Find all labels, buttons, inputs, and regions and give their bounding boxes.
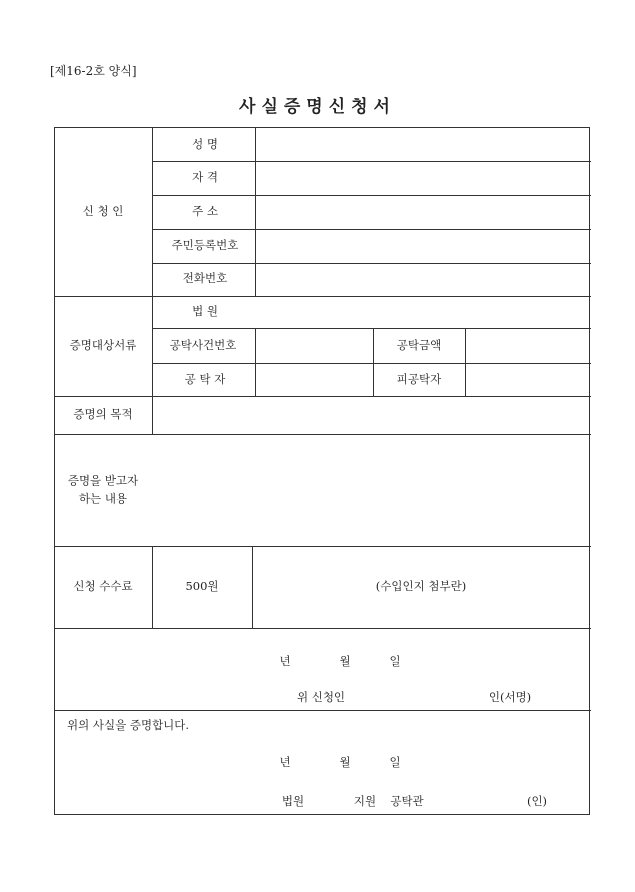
depositee-label: 피공탁자	[396, 372, 442, 387]
applicant-seal-label: 인(서명)	[488, 690, 532, 705]
documents-section-label: 증명대상서류	[69, 338, 137, 353]
amount-field[interactable]	[466, 329, 591, 363]
divider	[152, 128, 153, 434]
phone-label: 전화번호	[182, 271, 228, 286]
certification-court-label: 법원	[281, 794, 305, 809]
amount-label: 공탁금액	[396, 338, 442, 353]
qualification-field[interactable]	[256, 162, 591, 195]
resident-number-field[interactable]	[256, 230, 591, 263]
depositor-field[interactable]	[256, 364, 373, 396]
depositee-field[interactable]	[466, 364, 591, 396]
certification-day-label: 일	[389, 755, 401, 770]
divider	[55, 546, 591, 547]
depositor-label: 공 탁 자	[184, 372, 226, 387]
case-number-label: 공탁사건번호	[169, 338, 237, 353]
purpose-label: 증명의 목적	[73, 407, 133, 422]
court-field[interactable]	[256, 297, 591, 328]
resident-number-label: 주민등록번호	[171, 238, 239, 253]
application-year-label: 년	[279, 654, 291, 669]
content-field[interactable]	[153, 435, 591, 546]
certification-statement: 위의 사실을 증명합니다.	[67, 718, 190, 733]
revenue-stamp-area: (수입인지 첨부란)	[375, 579, 467, 594]
application-month-label: 월	[339, 654, 351, 669]
divider	[55, 628, 591, 629]
certification-officer-label: 공탁관	[390, 794, 424, 809]
name-field[interactable]	[256, 128, 591, 161]
court-label: 법 원	[192, 304, 218, 319]
fee-label: 신청 수수료	[73, 579, 133, 594]
purpose-field[interactable]	[153, 397, 591, 434]
form-code: [제16-2호 양식]	[50, 64, 137, 78]
divider	[55, 710, 591, 711]
applicant-sign-label: 위 신청인	[296, 690, 346, 705]
divider	[373, 328, 374, 396]
phone-field[interactable]	[256, 264, 591, 296]
fee-amount: 500원	[185, 579, 219, 594]
certification-branch-label: 지원	[353, 794, 377, 809]
content-label-line1: 증명을 받고자	[67, 473, 139, 488]
certification-seal-label: (인)	[526, 794, 548, 809]
address-field[interactable]	[256, 196, 591, 229]
content-label	[58, 472, 148, 509]
certification-year-label: 년	[279, 755, 291, 770]
divider	[252, 546, 253, 628]
address-label: 주 소	[192, 204, 218, 219]
content-label-line2: 하는 내용	[78, 492, 128, 506]
applicant-section-label: 신 청 인	[82, 204, 124, 219]
qualification-label: 자 격	[192, 170, 218, 185]
page-title: 사실증명신청서	[239, 97, 396, 117]
name-label: 성 명	[192, 137, 218, 152]
application-day-label: 일	[389, 654, 401, 669]
application-form	[54, 127, 590, 815]
divider	[152, 546, 153, 628]
certification-month-label: 월	[339, 755, 351, 770]
case-number-field[interactable]	[256, 329, 373, 363]
